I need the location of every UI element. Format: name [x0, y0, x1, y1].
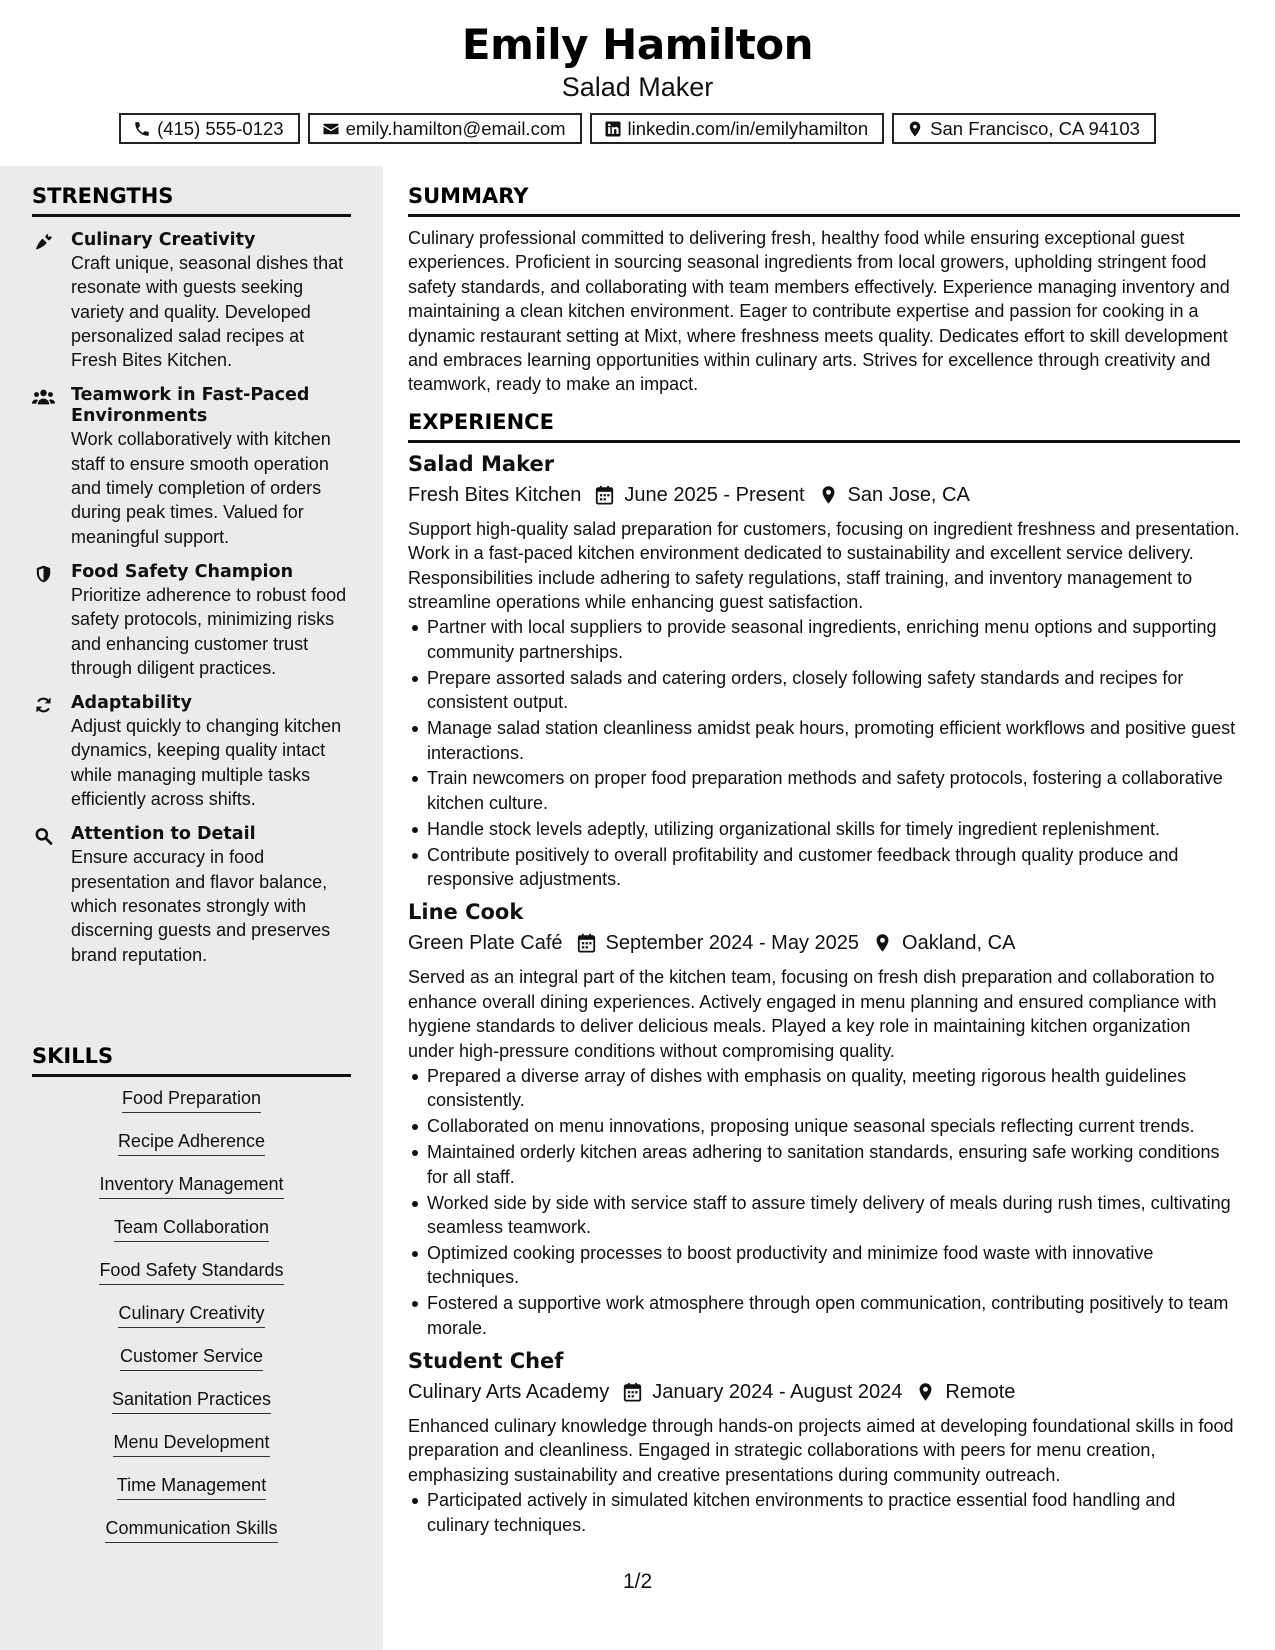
experience-title: EXPERIENCE	[408, 410, 1240, 443]
location-icon	[819, 485, 838, 505]
job-company: Culinary Arts Academy	[408, 1381, 610, 1404]
location-icon	[873, 933, 892, 953]
job-title: Salad Maker	[408, 451, 555, 476]
skill-tag: Team Collaboration	[114, 1214, 269, 1242]
skill-list	[32, 1085, 351, 1543]
strength-item	[32, 562, 351, 680]
contact-location-text: San Francisco, CA 94103	[930, 117, 1140, 139]
job-description: Support high-quality salad preparation for customers, focusing on ingredient freshness and presentation. Work in a fast-paced kitchen environment dedicated to sustainability and excellent service delivery. Responsibilities include adhering to safety regulations, staff training, and inventory management to streamline operations while enhancing guest satisfaction.	[408, 518, 1240, 613]
refresh-icon	[32, 695, 55, 715]
strength-title: Teamwork in Fast-Paced Environments	[71, 385, 310, 427]
skill-tag: Customer Service	[120, 1343, 263, 1371]
skill-tag: Culinary Creativity	[118, 1300, 264, 1328]
summary-text: Culinary professional committed to delivering fresh, healthy food while ensuring exceptional guest experiences. Proficient in sourcing seasonal ingredients from local growers, upholding stringent food safety standards, and collaborating with team members effectively. Experience managing inventory and maintaining a clean kitchen environment. Eager to contribute expertise and passion for cooking in a dynamic restaurant setting at Mixt, where freshness meets quality. Dedicates effort to skill development and embraces learning opportunities within culinary arts. Strives for excellence through creativity and teamwork, ready to make an impact.	[408, 228, 1230, 395]
job-bullet: Maintained orderly kitchen areas adhering to sanitation standards, ensuring safe working conditions for all staff.	[408, 1140, 1240, 1189]
job-dates: January 2024 - August 2024	[652, 1381, 903, 1404]
job-dates: September 2024 - May 2025	[605, 932, 860, 955]
skill-tag: Food Preparation	[122, 1085, 261, 1113]
skill-tag: Sanitation Practices	[112, 1386, 271, 1414]
strength-title: Attention to Detail	[71, 824, 256, 845]
strength-item	[32, 824, 351, 966]
calendar-icon	[595, 485, 614, 505]
job-title: Student Chef	[408, 1349, 564, 1374]
strengths-section	[32, 184, 351, 967]
job-meta	[408, 930, 1240, 956]
job-bullets	[408, 1488, 1240, 1537]
job-bullet: Manage salad station cleanliness amidst peak hours, promoting efficient workflows and positive guest interactions.	[408, 716, 1240, 765]
job-bullet: Worked side by side with service staff to assure timely delivery of meals during rush times, cultivating seamless teamwork.	[408, 1191, 1240, 1240]
job-bullets	[408, 615, 1240, 891]
skills-title: SKILLS	[32, 1044, 351, 1077]
job-description: Served as an integral part of the kitchen team, focusing on fresh dish preparation and collaboration to enhance overall dining experiences. Actively engaged in menu planning and ensured compliance with hygiene standards to deliver delicious meals. Played a key role in maintaining kitchen organization under high-pressure conditions without compromising quality.	[408, 967, 1217, 1061]
job-bullet: Fostered a supportive work atmosphere through open communication, contributing positively to team morale.	[408, 1291, 1240, 1340]
strength-item	[32, 693, 351, 811]
job-bullet: Prepared a diverse array of dishes with emphasis on quality, meeting rigorous health guidelines consistently.	[408, 1064, 1240, 1113]
email-icon	[322, 120, 340, 138]
strength-item	[32, 385, 351, 548]
summary-title: SUMMARY	[408, 184, 1240, 217]
main-column	[408, 184, 1240, 1539]
contact-email[interactable]	[308, 113, 582, 144]
job-meta	[408, 1379, 1240, 1405]
job-meta	[408, 482, 1240, 508]
job-bullets	[408, 1064, 1240, 1340]
skill-tag: Food Safety Standards	[99, 1257, 283, 1285]
strength-desc: Prioritize adherence to robust food safety protocols, minimizing risks and enhancing customer trust through diligent practices.	[71, 584, 347, 678]
page-number: 1/2	[623, 1570, 653, 1593]
resume-header	[0, 0, 1275, 166]
job-company: Fresh Bites Kitchen	[408, 483, 582, 506]
strengths-title: STRENGTHS	[32, 184, 351, 217]
strength-desc: Adjust quickly to changing kitchen dynamics, keeping quality intact while managing multiple tasks efficiently across shifts.	[71, 716, 342, 810]
linkedin-icon	[604, 120, 622, 138]
job-location: San Jose, CA	[847, 483, 970, 506]
candidate-role: Salad Maker	[561, 72, 714, 102]
skill-tag: Inventory Management	[99, 1171, 283, 1199]
job-entry	[408, 1348, 1240, 1537]
skill-tag: Time Management	[117, 1472, 266, 1500]
location-icon	[906, 120, 924, 138]
strength-title: Adaptability	[71, 693, 192, 714]
job-title: Line Cook	[408, 900, 524, 925]
phone-icon	[133, 120, 151, 138]
job-bullet: Partner with local suppliers to provide seasonal ingredients, enriching menu options and supporting community partnerships.	[408, 615, 1240, 664]
job-dates: June 2025 - Present	[624, 483, 805, 506]
job-bullet: Contribute positively to overall profitability and customer feedback through quality produce and responsive adjustments.	[408, 843, 1240, 892]
job-description: Enhanced culinary knowledge through hands-on projects aimed at developing foundational skills in food preparation and cleanliness. Engaged in strategic collaborations with peers for menu creation, emphasizing sustainability and creative presentations during community outreach.	[408, 1416, 1234, 1485]
job-location: Oakland, CA	[902, 932, 1016, 955]
contact-phone[interactable]	[119, 113, 300, 144]
job-bullet: Collaborated on menu innovations, proposing unique seasonal specials reflecting current trends.	[408, 1114, 1240, 1138]
skill-tag: Recipe Adherence	[118, 1128, 265, 1156]
strength-desc: Work collaboratively with kitchen staff to ensure smooth operation and timely completion of orders during peak times. Valued for meaningful support.	[71, 429, 331, 547]
carrot-icon	[32, 232, 55, 252]
job-bullet: Train newcomers on proper food preparation methods and safety protocols, fostering a collaborative kitchen culture.	[408, 766, 1240, 815]
contact-linkedin-text: linkedin.com/in/emilyhamilton	[627, 117, 869, 139]
job-entry	[408, 899, 1240, 1340]
skills-section	[32, 1044, 351, 1558]
calendar-icon	[577, 933, 596, 953]
strength-title: Food Safety Champion	[71, 561, 294, 582]
job-bullet: Optimized cooking processes to boost productivity and minimize food waste with innovative techniques.	[408, 1241, 1240, 1290]
search-icon	[32, 826, 55, 846]
location-icon	[916, 1382, 935, 1402]
job-entry	[408, 451, 1240, 892]
contact-email-text: emily.hamilton@email.com	[345, 117, 566, 139]
strength-desc: Craft unique, seasonal dishes that resonate with guests seeking variety and quality. Developed personalized salad recipes at Fresh Bites Kitchen.	[71, 253, 344, 371]
contact-location	[892, 113, 1156, 144]
job-bullet: Participated actively in simulated kitchen environments to practice essential food handling and culinary techniques.	[408, 1488, 1240, 1537]
skill-tag: Communication Skills	[105, 1515, 277, 1543]
job-bullet: Handle stock levels adeptly, utilizing organizational skills for timely ingredient replenishment.	[408, 817, 1240, 841]
job-company: Green Plate Café	[408, 932, 563, 955]
strength-item	[32, 230, 351, 372]
job-location: Remote	[945, 1381, 1016, 1404]
contact-linkedin[interactable]	[590, 113, 885, 144]
strength-desc: Ensure accuracy in food presentation and flavor balance, which resonates strongly with discerning guests and preserves brand reputation.	[71, 847, 331, 965]
users-icon	[32, 387, 55, 407]
shield-icon	[32, 564, 55, 584]
contact-bar	[0, 113, 1275, 144]
contact-phone-text: (415) 555-0123	[157, 117, 284, 139]
calendar-icon	[623, 1382, 642, 1402]
skill-tag: Menu Development	[113, 1429, 269, 1457]
job-bullet: Prepare assorted salads and catering orders, closely following safety standards and recipes for consistent output.	[408, 666, 1240, 715]
strength-title: Culinary Creativity	[71, 230, 256, 250]
candidate-name: Emily Hamilton	[461, 20, 814, 69]
